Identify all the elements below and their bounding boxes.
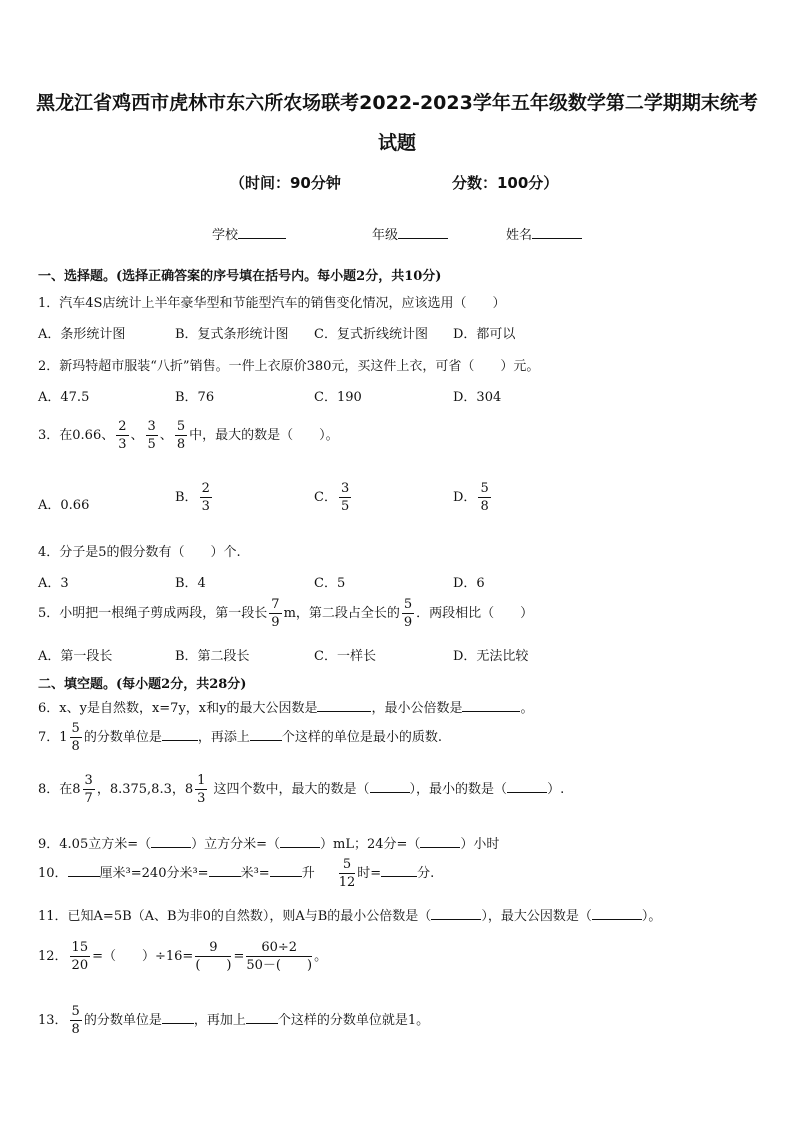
q5-option-b[interactable]: B．第二段长 bbox=[175, 649, 250, 664]
q3-prefix: 3．在0.66、 bbox=[38, 428, 115, 443]
q5-option-d[interactable]: D．无法比较 bbox=[453, 649, 529, 664]
q3-option-c[interactable]: C． $\frac{3}{5}$ bbox=[314, 481, 350, 514]
question-5: 5．小明把一根绳子剪成两段，第一段长 $\frac{7}{9}$ m，第二段占全长的 $\frac{5}{9}$ ．两段相比（ ） bbox=[38, 597, 534, 630]
q10-blank-4[interactable] bbox=[381, 864, 417, 877]
school-blank[interactable] bbox=[238, 226, 286, 239]
question-7: 7．1 $\frac{5}{8}$ 的分数单位是 ，再添上 个这样的单位是最小的质数. bbox=[38, 721, 442, 754]
question-11: 11．已知A=5B（A、B为非0的自然数），则A与B的最小公倍数是（ ），最大公因数是（ ）。 bbox=[38, 909, 662, 924]
q12-fraction-1: $\frac{15}{20}$ bbox=[71, 940, 89, 973]
q5-fraction-2: $\frac{5}{9}$ bbox=[403, 597, 413, 630]
q13-blank-2[interactable] bbox=[246, 1011, 278, 1024]
name-field bbox=[506, 224, 582, 243]
q4-option-c[interactable]: C．5 bbox=[314, 576, 346, 591]
question-1: 1．汽车4S店统计上半年豪华型和节能型汽车的销售变化情况，应该选用（ ） bbox=[38, 296, 506, 311]
question-13: 13． $\frac{5}{8}$ 的分数单位是 ，再加上 个这样的分数单位就是1。 bbox=[38, 1004, 430, 1037]
grade-field bbox=[372, 224, 448, 243]
school-field bbox=[212, 224, 286, 243]
school-label: 学校 bbox=[212, 228, 239, 243]
question-3: 3．在0.66、 $\frac{2}{3}$ 、 $\frac{3}{5}$ 、 $\frac{5}{8}$ 中，最大的数是（ ）。 bbox=[38, 419, 339, 452]
exam-title-continued: 试题 bbox=[377, 132, 416, 154]
q7-blank-1[interactable] bbox=[162, 728, 198, 741]
q8-fraction-1: $\frac{3}{7}$ bbox=[84, 773, 93, 806]
q3-option-a[interactable]: A．0.66 bbox=[38, 498, 90, 513]
q3-fraction-1: $\frac{2}{3}$ bbox=[118, 419, 127, 452]
q9-blank-1[interactable] bbox=[151, 835, 191, 848]
q11-blank-2[interactable] bbox=[592, 907, 642, 920]
q8-blank-1[interactable] bbox=[370, 780, 410, 793]
q12-fraction-3: $\frac{60\div 2}{50-( )}$ bbox=[246, 940, 313, 973]
question-9: 9．4.05立方米=（ ）立方分米=（ ）mL；24分=（ ）小时 bbox=[38, 837, 500, 852]
q2-option-a[interactable]: A．47.5 bbox=[38, 390, 90, 405]
q2-option-c[interactable]: C．190 bbox=[314, 390, 362, 405]
q1-option-a[interactable]: A．条形统计图 bbox=[38, 327, 126, 342]
q5-fraction-1: $\frac{7}{9}$ bbox=[271, 597, 280, 630]
q8-fraction-2: $\frac{1}{3}$ bbox=[197, 773, 206, 806]
q10-blank-1[interactable] bbox=[68, 864, 100, 877]
q5-option-a[interactable]: A．第一段长 bbox=[38, 649, 113, 664]
section-choice-heading: 一、选择题。(选择正确答案的序号填在括号内。每小题2分，共10分) bbox=[38, 269, 442, 284]
q4-option-a[interactable]: A．3 bbox=[38, 576, 69, 591]
question-8: 8．在8 $\frac{3}{7}$ ，8.375,8.3，8 $\frac{1}{3}$ 这四个数中，最大的数是（ ），最小的数是（ ）. bbox=[38, 773, 565, 806]
q7-fraction: $\frac{5}{8}$ bbox=[71, 721, 80, 754]
question-10: 10． 厘米³=240分米³= 米³= 升 $\frac{5}{12}$ 时= 分. bbox=[38, 857, 435, 890]
q11-blank-1[interactable] bbox=[431, 907, 481, 920]
question-4: 4．分子是5的假分数有（ ）个. bbox=[38, 545, 241, 560]
grade-blank[interactable] bbox=[398, 226, 448, 239]
q4-option-b[interactable]: B．4 bbox=[175, 576, 206, 591]
q10-blank-3[interactable] bbox=[270, 864, 302, 877]
q10-blank-2[interactable] bbox=[209, 864, 241, 877]
q3-option-d[interactable]: D． $\frac{5}{8}$ bbox=[453, 481, 489, 514]
name-label: 姓名 bbox=[506, 228, 533, 243]
q6-blank-1[interactable] bbox=[317, 699, 371, 712]
q6-blank-2[interactable] bbox=[462, 699, 520, 712]
q3-option-b[interactable]: B． $\frac{2}{3}$ bbox=[175, 481, 210, 514]
q3-fraction-3: $\frac{5}{8}$ bbox=[176, 419, 186, 452]
q1-option-c[interactable]: C．复式折线统计图 bbox=[314, 327, 428, 342]
q10-fraction: $\frac{5}{12}$ bbox=[338, 857, 356, 890]
q9-blank-2[interactable] bbox=[280, 835, 320, 848]
q3-fraction-2: $\frac{3}{5}$ bbox=[147, 419, 156, 452]
grade-label: 年级 bbox=[372, 228, 399, 243]
q7-blank-2[interactable] bbox=[250, 728, 282, 741]
q13-fraction: $\frac{5}{8}$ bbox=[71, 1004, 80, 1037]
q4-option-d[interactable]: D．6 bbox=[453, 576, 485, 591]
q1-option-d[interactable]: D．都可以 bbox=[453, 327, 516, 342]
q9-blank-3[interactable] bbox=[420, 835, 460, 848]
time-label: （时间：90分钟 bbox=[230, 174, 341, 192]
q2-option-d[interactable]: D．304 bbox=[453, 390, 502, 405]
score-label: 分数：100分） bbox=[452, 174, 559, 192]
q5-option-c[interactable]: C．一样长 bbox=[314, 649, 376, 664]
q1-option-b[interactable]: B．复式条形统计图 bbox=[175, 327, 289, 342]
question-6: 6．x、y是自然数，x=7y，x和y的最大公因数是 ，最小公倍数是 。 bbox=[38, 701, 534, 716]
exam-title: 黑龙江省鸡西市虎林市东六所农场联考2022-2023学年五年级数学第二学期期末统考 bbox=[36, 92, 758, 114]
q8-blank-2[interactable] bbox=[507, 780, 547, 793]
q13-blank-1[interactable] bbox=[162, 1011, 194, 1024]
q3-suffix: 中，最大的数是（ ）。 bbox=[189, 428, 339, 443]
name-blank[interactable] bbox=[532, 226, 582, 239]
question-12: 12． $\frac{15}{20}$ =（ ）÷16= $\frac{9}{( )}$ = $\frac{60\div 2}{50-( )}$ 。 bbox=[38, 940, 328, 973]
q12-fraction-2: $\frac{9}{( )}$ bbox=[195, 940, 232, 973]
question-2: 2．新玛特超市服装“八折”销售。一件上衣原价380元，买这件上衣，可省（ ）元。 bbox=[38, 359, 540, 374]
section-fill-heading: 二、填空题。(每小题2分，共28分) bbox=[38, 677, 247, 692]
q2-option-b[interactable]: B．76 bbox=[175, 390, 215, 405]
